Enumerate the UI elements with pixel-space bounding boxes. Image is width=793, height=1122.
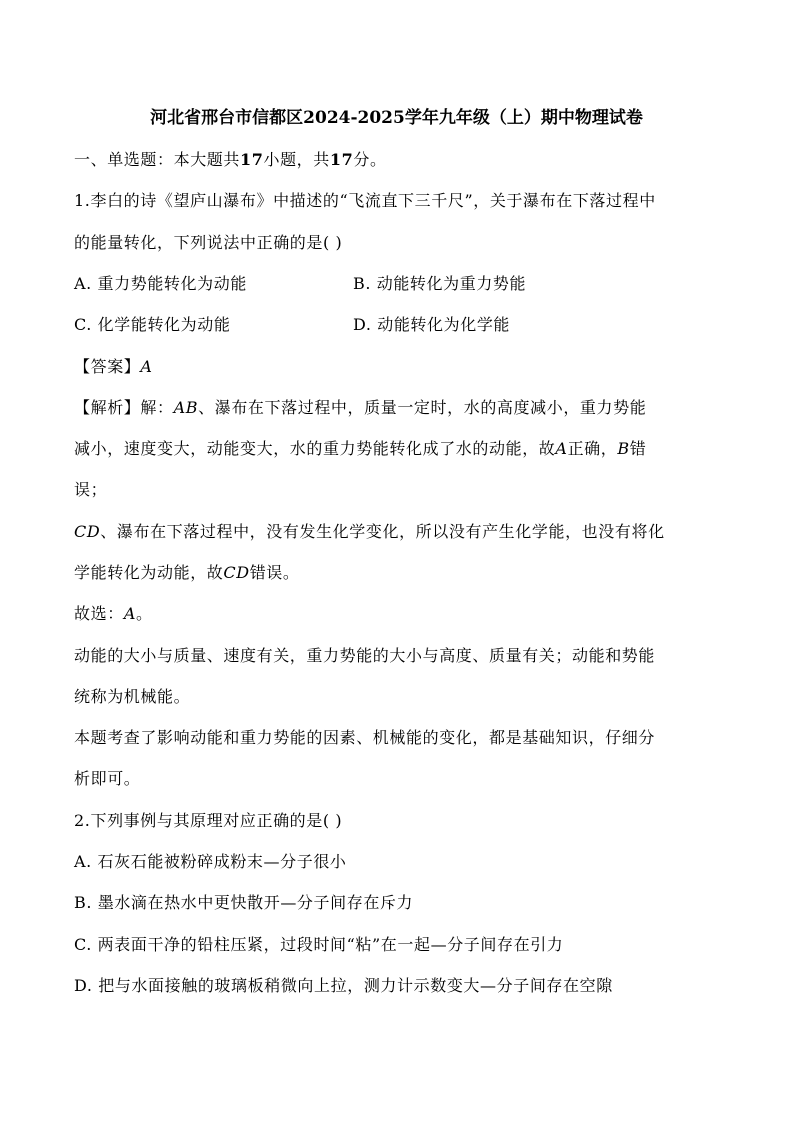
answer-label: 【答案】 [74,357,141,376]
analysis-line1-text: 、瀑布在下落过程中，质量一定时，水的高度减小，重力势能 [198,398,647,417]
q1-stem-line2: 的能量转化，下列说法中正确的是( ) [74,233,343,252]
analysis-line2-var-b: B [617,439,630,458]
analysis-line4-text: 、瀑布在下落过程中，没有发生化学变化，所以没有产生化学能，也没有将化 [100,522,665,541]
q1-option-a: A. 重力势能转化为动能 [74,274,247,293]
q1-analysis-line2 [74,438,724,460]
analysis-label: 【解析】解： [74,398,174,417]
q1-analysis-line5 [74,562,724,584]
q1-analysis-line3: 误； [74,480,108,499]
q2-option-d: D. 把与水面接触的玻璃板稍微向上拉，测力计示数变大—分子间存在空隙 [74,976,613,995]
q1-option-c: C. 化学能转化为动能 [74,315,231,334]
q1-note-line1: 动能的大小与质量、速度有关，重力势能的大小与高度、质量有关；动能和势能 [74,646,656,665]
section-heading [74,149,724,171]
answer-value: A [140,357,153,376]
q2-option-a: A. 石灰石能被粉碎成粉末—分子很小 [74,852,347,871]
q1-choose [74,603,724,625]
section-middle: 小题，共 [263,150,330,169]
choose-label: 故选： [74,604,124,623]
choose-end: 。 [135,604,153,623]
analysis-line2-text-c: 错 [629,439,647,458]
analysis-line5-text-a: 学能转化为动能，故 [74,563,224,582]
page-title: 河北省邢台市信都区2024-2025学年九年级（上）期中物理试卷 [150,108,643,128]
section-question-count: 17 [240,150,264,169]
section-points: 17 [329,150,354,169]
q1-note-line4: 析即可。 [74,769,141,788]
q1-answer [74,356,724,378]
q2-stem: 2.下列事例与其原理对应正确的是( ) [74,811,343,830]
q1-option-b: B. 动能转化为重力势能 [353,274,527,293]
section-suffix: 分。 [353,150,387,169]
analysis-line2-text-a: 减小，速度变大，动能变大，水的重力势能转化成了水的动能，故 [74,439,556,458]
analysis-ab: AB [173,398,199,417]
q2-option-c: C. 两表面干净的铅柱压紧，过段时间“粘”在一起—分子间存在引力 [74,935,564,954]
analysis-line5-cd: CD [223,563,250,582]
q1-note-line2: 统称为机械能。 [74,687,191,706]
q1-analysis-line1 [74,397,724,419]
q1-analysis-line4 [74,521,724,543]
analysis-line2-var-a: A [555,439,568,458]
analysis-line5-text-b: 错误。 [249,563,300,582]
q1-option-d: D. 动能转化为化学能 [353,315,511,334]
analysis-line2-text-b: 正确， [567,439,618,458]
q1-stem-line1: 1.李白的诗《望庐山瀑布》中描述的“飞流直下三千尺”，关于瀑布在下落过程中 [74,191,656,210]
analysis-cd: CD [74,522,101,541]
choose-value: A [123,604,136,623]
q2-option-b: B. 墨水滴在热水中更快散开—分子间存在斥力 [74,893,414,912]
q1-note-line3: 本题考查了影响动能和重力势能的因素、机械能的变化，都是基础知识，仔细分 [74,728,656,747]
section-prefix: 一、单选题：本大题共 [74,150,241,169]
